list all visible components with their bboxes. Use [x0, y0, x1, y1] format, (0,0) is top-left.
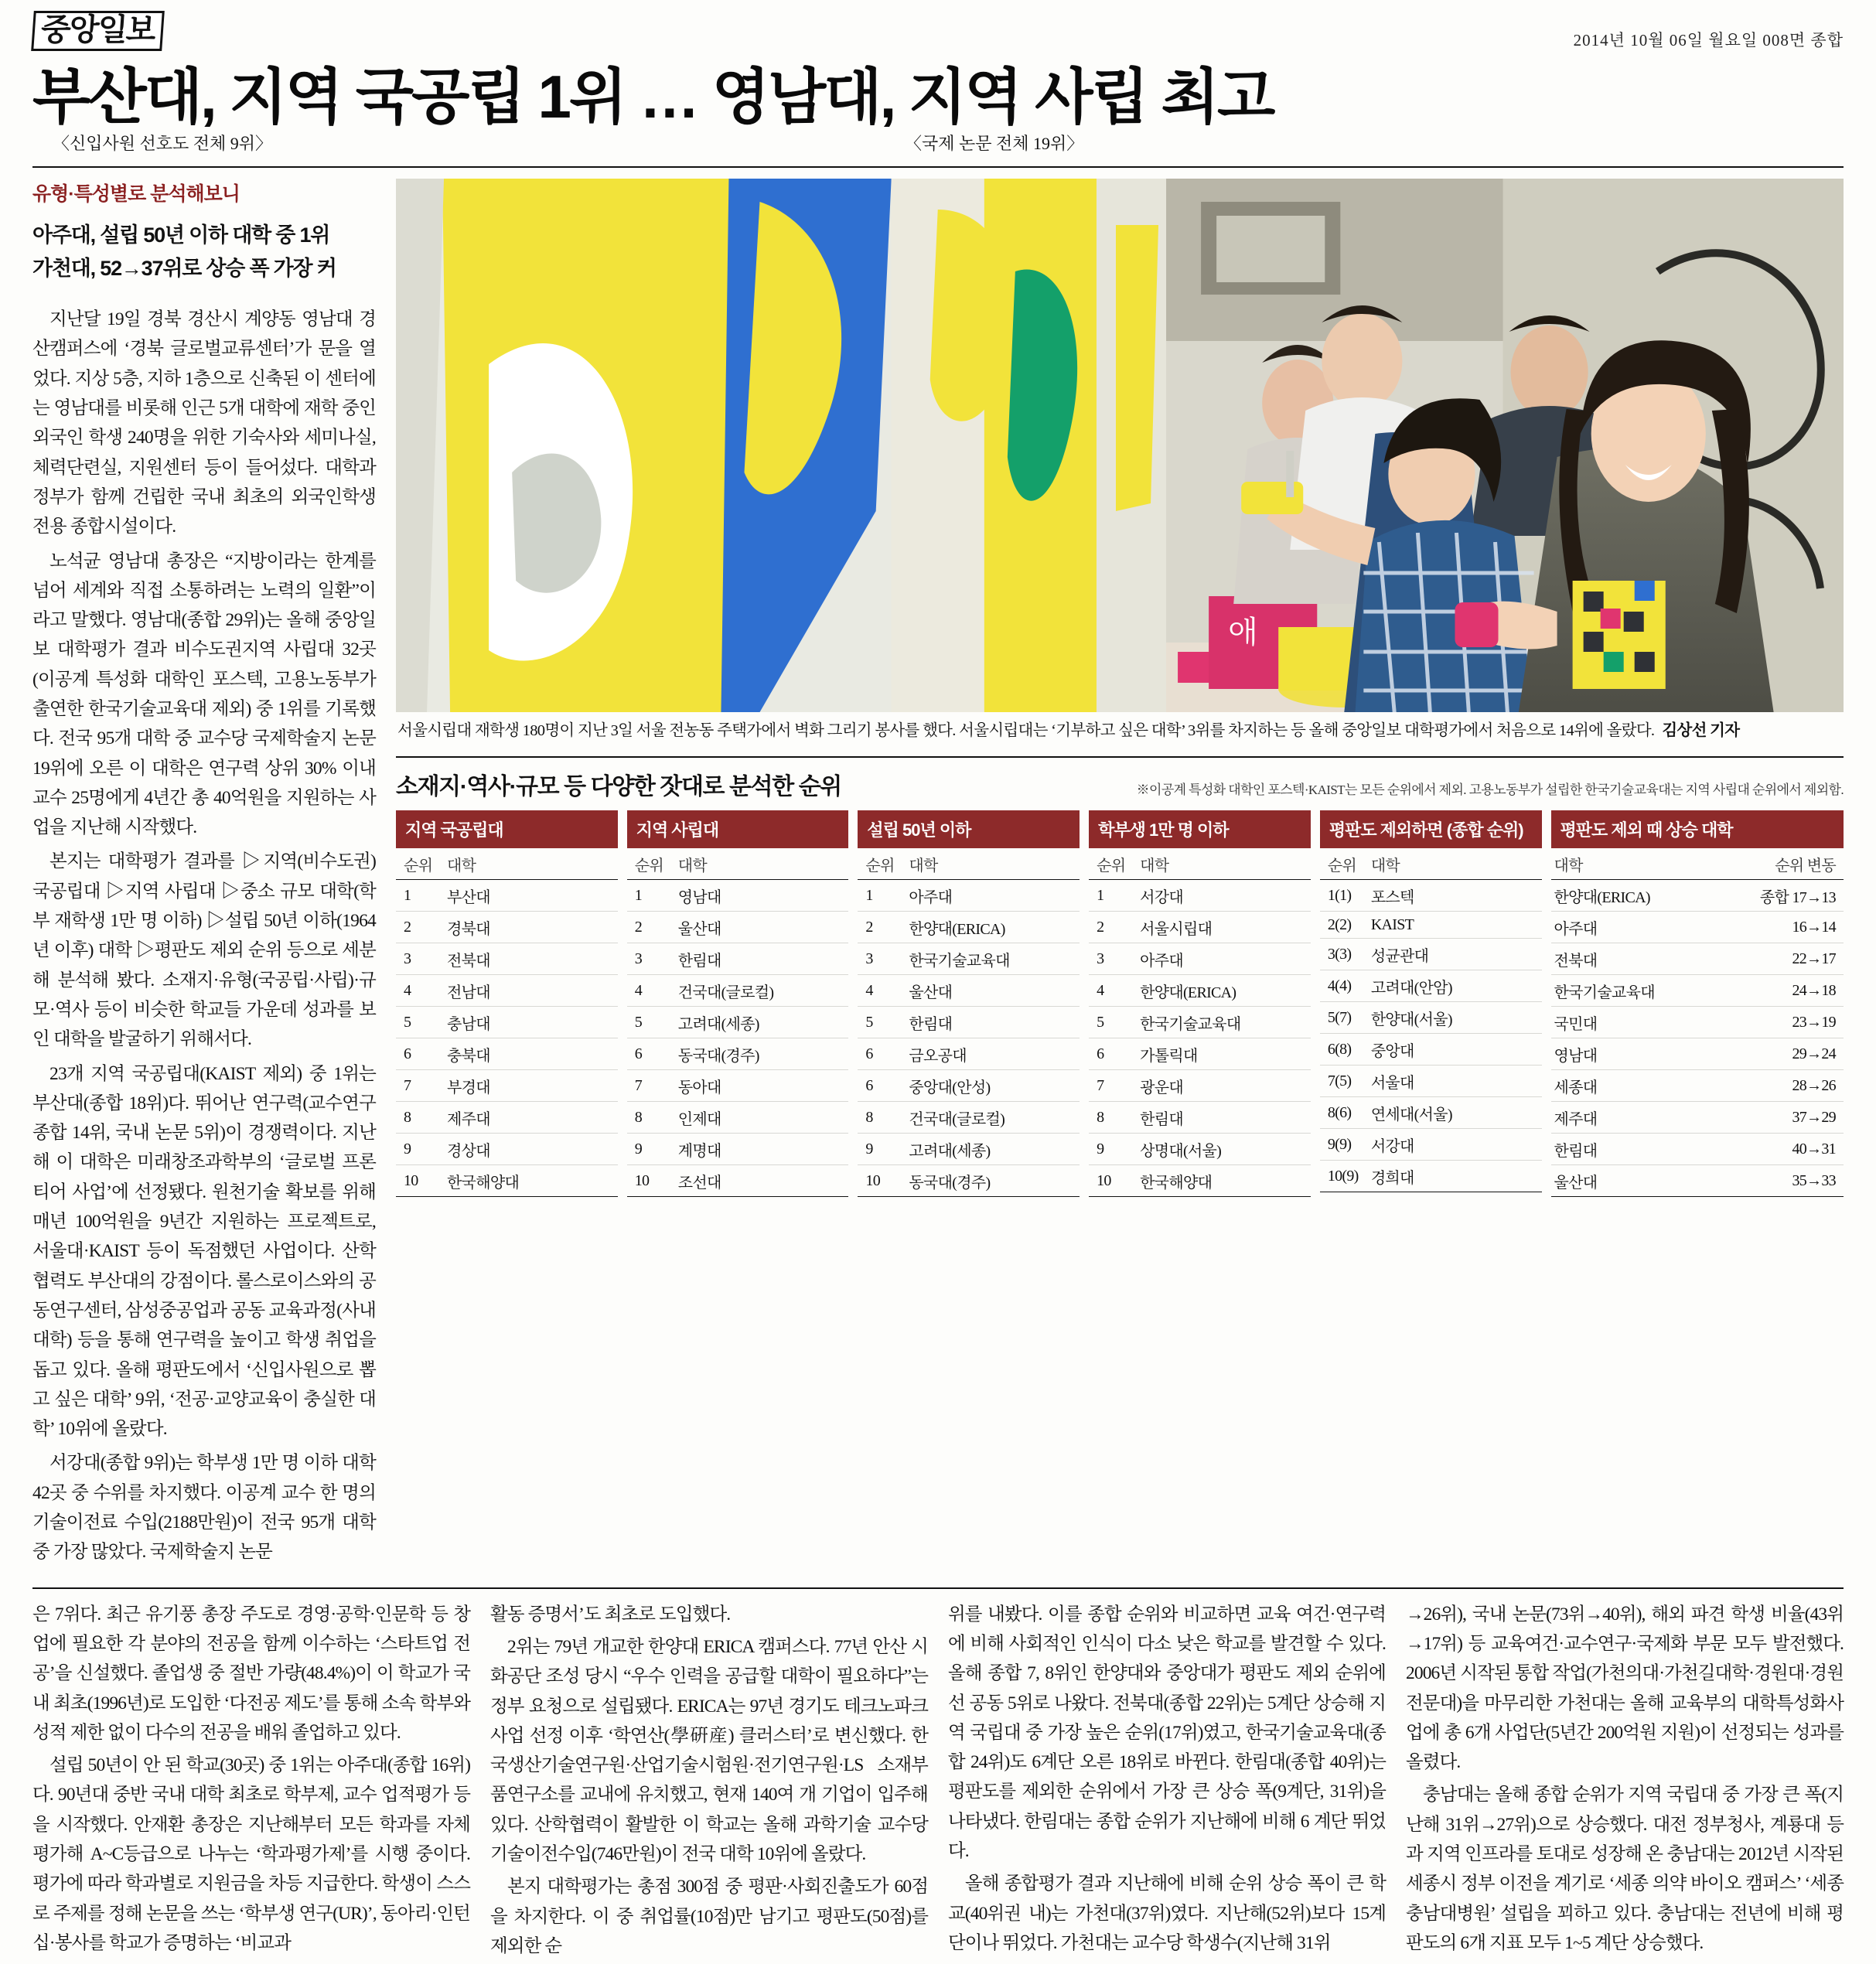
table-row	[627, 880, 849, 912]
cell-univ: 성균관대	[1368, 939, 1542, 970]
cell-univ: 부산대	[444, 880, 618, 912]
cell-univ: 한양대(ERICA)	[1551, 880, 1713, 912]
table-row	[1320, 939, 1542, 970]
cell-univ: 한국기술교육대	[906, 943, 1080, 975]
dateline: 2014년 10월 06일 월요일 008면 종합	[1573, 31, 1844, 49]
cell-univ: 제주대	[444, 1102, 618, 1134]
table-row	[627, 1038, 849, 1070]
table-header-label: 학부생 1만 명 이하	[1089, 810, 1311, 848]
headline-subtitles	[32, 131, 1844, 157]
table-row	[1320, 880, 1542, 912]
cell-univ: 한림대	[906, 1007, 1080, 1038]
table-row	[1551, 943, 1844, 975]
table-row	[396, 1007, 618, 1038]
body-paragraph: 충남대는 올해 종합 순위가 지역 국립대 중 가장 큰 폭(지난해 31위→27위)으로 상승했다. 대전 정부청사, 계룡대 등과 지역 인프라를 토대로 성장해 온 충남대는 2012년 시작된 세종시 정부 이전을 계기로 ‘세종 의약 바이오 캠퍼스’ ‘세종 충남대병원’ 설립을 꾀하고 있다. 충남대는 전년에 비해 평판도의 6개 지표 모두 1~5 계단 상승했다.	[1406, 1785, 1844, 1953]
cell-rank: 8	[396, 1102, 444, 1134]
column-header-univ: 대학	[444, 848, 618, 880]
table-excluding-reputation	[1320, 810, 1542, 1197]
cell-univ: 한림대	[675, 943, 849, 975]
cell-univ: 상명대(서울)	[1137, 1134, 1311, 1165]
cell-change: 종합 17→13	[1713, 880, 1844, 912]
table-row	[858, 1134, 1080, 1165]
cell-rank: 2	[627, 912, 675, 943]
column-header-univ: 대학	[1551, 848, 1713, 880]
caption-text: 서울시립대 재학생 180명이 지난 3일 서울 전농동 주택가에서 벽화 그리기 봉사를 했다. 서울시립대는 ‘기부하고 싶은 대학’ 3위를 차지하는 등 올해 중앙일보 대학평가에서 처음으로 14위에 올랐다.	[397, 721, 1655, 739]
cell-rank: 8(6)	[1320, 1097, 1368, 1129]
lead-paragraph: 본지는 대학평가 결과를 ▷지역(비수도권) 국공립대 ▷지역 사립대 ▷중소 규모 대학(학부 재학생 1만 명 이하) ▷설립 50년 이하(1964년 이후) 대학 ▷평판도 제외 순위 등으로 세분해 분석해 봤다. 소재지·유형(국공립·사립)·규모·역사 등이 비슷한 학교들 가운데 성과를 보인 대학을 발굴하기 위해서다.	[32, 851, 376, 1050]
photo-illustration	[396, 179, 1844, 712]
cell-univ: 한림대	[1551, 1134, 1713, 1165]
cell-rank: 10	[396, 1165, 444, 1197]
ranking-table	[396, 848, 618, 1197]
table-row	[1551, 1134, 1844, 1165]
table-risers-excluding-reputation	[1551, 810, 1844, 1197]
cell-change: 35→33	[1713, 1165, 1844, 1197]
column-header-rank: 순위	[396, 848, 444, 880]
cell-univ: 고려대(세종)	[906, 1134, 1080, 1165]
tables-header	[396, 756, 1844, 801]
table-row	[1320, 1097, 1542, 1129]
table-row	[1089, 1165, 1311, 1197]
cell-rank: 3	[1089, 943, 1137, 975]
table-row	[1551, 1102, 1844, 1134]
lead-column	[32, 179, 396, 1572]
table-row	[396, 1070, 618, 1102]
table-row	[858, 1070, 1080, 1102]
headline-sub-left: 〈신입사원 선호도 전체 9위〉	[53, 133, 273, 153]
table-row	[858, 1007, 1080, 1038]
cell-rank: 4	[1089, 975, 1137, 1007]
lead-paragraph: 23개 지역 국공립대(KAIST 제외) 중 1위는 부산대(종합 18위)다. 뛰어난 연구력(교수연구 종합 14위, 국내 논문 5위)이 경쟁력이다. 지난해 이 대학은 미래창조과학부의 ‘글로벌 프론티어 사업’에 선정됐다. 원천기술 확보를 위해 매년 100억원을 9년간 지원하는 프로젝트로, 서울대·KAIST 등이 독점했던 사업이다. 산학협력도 부산대의 강점이다. 롤스로이스와의 공동연구센터, 삼성중공업과 공동 교육과정(사내 대학) 등을 통해 연구력을 높이고 학생 취업을 돕고 있다. 올해 평판도에서 ‘신입사원으로 뽑고 싶은 대학’ 9위, ‘전공·교양교육이 충실한 대학’ 10위에 올랐다.	[32, 1063, 376, 1440]
cell-rank: 7	[396, 1070, 444, 1102]
table-row	[396, 1134, 618, 1165]
cell-univ: 중앙대	[1368, 1034, 1542, 1066]
body-paragraph: 활동 증명서’도 최초로 도입했다.	[490, 1604, 731, 1625]
cell-rank: 9	[627, 1134, 675, 1165]
table-row	[396, 943, 618, 975]
cell-rank: 2	[396, 912, 444, 943]
table-row	[1320, 1161, 1542, 1192]
cell-univ: 한양대(ERICA)	[1137, 975, 1311, 1007]
cell-rank: 4(4)	[1320, 970, 1368, 1002]
table-row	[1089, 943, 1311, 975]
column-header-rank: 순위	[858, 848, 906, 880]
table-row	[1089, 1070, 1311, 1102]
column-header-univ: 대학	[906, 848, 1080, 880]
table-regional-private	[627, 810, 849, 1197]
cell-rank: 7(5)	[1320, 1066, 1368, 1097]
cell-rank: 1	[396, 880, 444, 912]
cell-univ: 한국해양대	[444, 1165, 618, 1197]
table-header-label: 지역 국공립대	[396, 810, 618, 848]
cell-univ: 울산대	[675, 912, 849, 943]
cell-univ: 조선대	[675, 1165, 849, 1197]
table-under-50-years	[858, 810, 1080, 1197]
cell-univ: 전북대	[444, 943, 618, 975]
cell-univ: 가톨릭대	[1137, 1038, 1311, 1070]
cell-rank: 2	[858, 912, 906, 943]
photo-byline: 김상선 기자	[1662, 721, 1740, 739]
cell-change: 28→26	[1713, 1070, 1844, 1102]
table-row	[1320, 1034, 1542, 1066]
cell-univ: 울산대	[906, 975, 1080, 1007]
table-row	[1089, 1038, 1311, 1070]
newspaper-logo: 중앙일보	[31, 11, 164, 51]
table-row	[627, 975, 849, 1007]
cell-rank: 10(9)	[1320, 1161, 1368, 1192]
article-column-2	[490, 1600, 928, 1964]
cell-univ: 아주대	[906, 880, 1080, 912]
cell-rank: 3	[396, 943, 444, 975]
body-paragraph: →26위), 국내 논문(73위→40위), 해외 파견 학생 비율(43위→17위) 등 교육여건·교수연구·국제화 부문 모두 발전했다. 2006년 시작된 통합 작업(가천의대·가천길대학·경원대·경원전문대)을 마무리한 가천대는 올해 교육부의 대학특성화사업에 총 6개 사업단(5년간 200억원 지원)이 선정되는 성과를 올렸다.	[1406, 1604, 1844, 1773]
article-column-1	[32, 1600, 470, 1964]
table-row	[1320, 1129, 1542, 1161]
cell-rank: 2	[1089, 912, 1137, 943]
table-row	[1320, 1066, 1542, 1097]
cell-univ: 계명대	[675, 1134, 849, 1165]
headline-sub-right: 〈국제 논문 전체 19위〉	[905, 133, 1084, 153]
cell-rank: 1	[858, 880, 906, 912]
cell-univ: 서강대	[1137, 880, 1311, 912]
cell-change: 16→14	[1713, 912, 1844, 943]
table-row	[396, 1165, 618, 1197]
table-row	[1320, 970, 1542, 1002]
lead-paragraph: 노석균 영남대 총장은 “지방이라는 한계를 넘어 세계와 직접 소통하려는 노력의 일환”이라고 말했다. 영남대(종합 29위)는 올해 중앙일보 대학평가 결과 비수도권지역 사립대 32곳(이공계 특성화 대학인 포스텍, 고용노동부가 출연한 한국기술교육대 제외) 중 1위를 기록했다. 전국 95개 대학 중 교수당 국제학술지 논문 19위에 오른 이 대학은 연구력 상위 30% 이내 교수 25명에게 4년간 총 40억원을 지원하는 사업을 지난해 시작했다.	[32, 551, 376, 838]
table-header-label: 평판도 제외하면 (종합 순위)	[1320, 810, 1542, 848]
column-header-univ: 대학	[1368, 848, 1542, 880]
page-title: 부산대, 지역 국공립 1위 … 영남대, 지역 사립 최고	[32, 63, 1274, 131]
table-row	[1551, 1007, 1844, 1038]
cell-rank: 6	[858, 1038, 906, 1070]
cell-univ: 아주대	[1137, 943, 1311, 975]
article-body	[32, 1587, 1844, 1964]
deck	[32, 219, 376, 286]
cell-univ: 포스텍	[1368, 880, 1542, 912]
table-row	[1551, 912, 1844, 943]
cell-rank: 5	[1089, 1007, 1137, 1038]
ranking-table	[1320, 848, 1542, 1192]
cell-rank: 3	[627, 943, 675, 975]
cell-rank: 4	[627, 975, 675, 1007]
lead-paragraph: 서강대(종합 9위)는 학부생 1만 명 이하 대학 42곳 중 수위를 차지했다. 이공계 교수 한 명의 기술이전료 수입(2188만원)이 전국 95개 대학 중 가장 많았다. 국제학술지 논문	[32, 1453, 376, 1563]
cell-rank: 10	[858, 1165, 906, 1197]
cell-univ: 동아대	[675, 1070, 849, 1102]
cell-univ: 건국대(글로컬)	[906, 1102, 1080, 1134]
table-row	[627, 1070, 849, 1102]
table-row	[1089, 912, 1311, 943]
cell-univ: 서강대	[1368, 1129, 1542, 1161]
table-row	[1089, 1007, 1311, 1038]
body-paragraph: 위를 내봤다. 이를 종합 순위와 비교하면 교육 여건·연구력에 비해 사회적인 인식이 다소 낮은 학교를 발견할 수 있다. 올해 종합 7, 8위인 한양대와 중앙대가 평판도 제외 순위에선 공동 5위로 나왔다. 전북대(종합 22위)는 5계단 상승해 지역 국립대 중 가장 높은 순위(17위)였고, 한국기술교육대(종합 24위)도 6계단 오른 18위로 바뀐다. 한림대(종합 40위)는 평판도를 제외한 순위에서 가장 큰 상승 폭(9계단, 31위)을 나타냈다. 한림대는 종합 순위가 지난해에 비해 6 계단 뛰었다.	[948, 1604, 1386, 1861]
table-row	[627, 1165, 849, 1197]
cell-change: 22→17	[1713, 943, 1844, 975]
cell-rank: 2(2)	[1320, 912, 1368, 939]
cell-univ: 부경대	[444, 1070, 618, 1102]
cell-rank: 3	[858, 943, 906, 975]
table-header-label: 설립 50년 이하	[858, 810, 1080, 848]
cell-univ: 전남대	[444, 975, 618, 1007]
table-row	[1089, 1134, 1311, 1165]
cell-univ: 서울시립대	[1137, 912, 1311, 943]
table-regional-public	[396, 810, 618, 1197]
cell-rank: 3(3)	[1320, 939, 1368, 970]
cell-rank: 7	[1089, 1070, 1137, 1102]
table-row	[1551, 1070, 1844, 1102]
table-row	[1089, 880, 1311, 912]
svg-text:애: 애	[1228, 615, 1258, 650]
article-column-3	[948, 1600, 1386, 1964]
cell-univ: 경희대	[1368, 1161, 1542, 1192]
table-row	[396, 975, 618, 1007]
ranking-tables	[396, 810, 1844, 1197]
lead-body	[32, 305, 376, 1567]
body-paragraph: 본지 대학평가는 총점 300점 중 평판·사회진출도가 60점을 차지한다. 이 중 취업률(10점)만 남기고 평판도(50점)를 제외한 순	[490, 1877, 928, 1956]
cell-rank: 7	[627, 1070, 675, 1102]
body-paragraph: 설립 50년이 안 된 학교(30곳) 중 1위는 아주대(종합 16위)다. 90년대 중반 국내 대학 최초로 학부제, 교수 업적평가 등을 시작했다. 안재환 총장은 지난해부터 모든 학과를 자체 평가해 A~C등급으로 나누는 ‘학과평가제’를 시행 중이다. 평가에 따라 학과별로 지원금을 차등 지급한다. 학생이 스스로 주제를 정해 논문을 쓰는 ‘학부생 연구(UR)’, 동아리·인턴십·봉사를 학교가 증명하는 ‘비교과	[32, 1755, 470, 1953]
table-row	[858, 1165, 1080, 1197]
cell-univ: 국민대	[1551, 1007, 1713, 1038]
table-row	[1320, 912, 1542, 939]
ranking-table	[627, 848, 849, 1197]
cell-rank: 1	[627, 880, 675, 912]
cell-rank: 6	[627, 1038, 675, 1070]
table-row	[1551, 1038, 1844, 1070]
table-row	[396, 1038, 618, 1070]
cell-univ: 경상대	[444, 1134, 618, 1165]
cell-univ: 경북대	[444, 912, 618, 943]
table-row	[1320, 1002, 1542, 1034]
cell-univ: 한림대	[1137, 1102, 1311, 1134]
table-row	[396, 1102, 618, 1134]
table-row	[627, 943, 849, 975]
ranking-table	[858, 848, 1080, 1197]
cell-univ: 충남대	[444, 1007, 618, 1038]
table-row	[627, 912, 849, 943]
cell-rank: 1(1)	[1320, 880, 1368, 912]
cell-rank: 9	[1089, 1134, 1137, 1165]
table-row	[858, 880, 1080, 912]
kicker: 유형·특성별로 분석해보니	[32, 182, 240, 205]
cell-univ: 광운대	[1137, 1070, 1311, 1102]
table-row	[1551, 1165, 1844, 1197]
cell-univ: 한국기술교육대	[1551, 975, 1713, 1007]
article-column-4	[1406, 1600, 1844, 1964]
cell-rank: 5	[858, 1007, 906, 1038]
lead-paragraph: 지난달 19일 경북 경산시 계양동 영남대 경산캠퍼스에 ‘경북 글로벌교류센터’가 문을 열었다. 지상 5층, 지하 1층으로 신축된 이 센터에는 영남대를 비롯해 인근 5개 대학에 재학 중인 외국인 학생 240명을 위한 기숙사와 세미나실, 체력단련실, 지원센터 등이 들어섰다. 대학과 정부가 함께 건립한 국내 최초의 외국인학생 전용 종합시설이다.	[32, 309, 376, 537]
cell-univ: 제주대	[1551, 1102, 1713, 1134]
cell-rank: 5(7)	[1320, 1002, 1368, 1034]
cell-univ: 서울대	[1368, 1066, 1542, 1097]
cell-rank: 6	[396, 1038, 444, 1070]
tables-title: 소재지·역사·규모 등 다양한 잣대로 분석한 순위	[396, 774, 841, 800]
cell-rank: 9	[858, 1134, 906, 1165]
column-header-change: 순위 변동	[1713, 848, 1844, 880]
cell-rank: 9	[396, 1134, 444, 1165]
cell-rank: 5	[396, 1007, 444, 1038]
cell-univ: 한국해양대	[1137, 1165, 1311, 1197]
cell-univ: 고려대(세종)	[675, 1007, 849, 1038]
cell-rank: 5	[627, 1007, 675, 1038]
cell-univ: KAIST	[1368, 912, 1542, 939]
cell-rank: 6	[1089, 1038, 1137, 1070]
table-row	[1089, 975, 1311, 1007]
cell-change: 40→31	[1713, 1134, 1844, 1165]
table-row	[627, 1007, 849, 1038]
column-header-univ: 대학	[1137, 848, 1311, 880]
cell-change: 29→24	[1713, 1038, 1844, 1070]
news-photo	[396, 179, 1844, 712]
deck-line-2: 가천대, 52→37위로 상승 폭 가장 커	[32, 257, 336, 281]
tables-note: ※이공계 특성화 대학인 포스텍·KAIST는 모든 순위에서 제외. 고용노동부가 설립한 한국기술교육대는 지역 사립대 순위에서 제외함.	[1136, 783, 1844, 798]
table-under-10000-students	[1089, 810, 1311, 1197]
table-header-label: 평판도 제외 때 상승 대학	[1551, 810, 1844, 848]
ranking-table	[1089, 848, 1311, 1197]
cell-univ: 인제대	[675, 1102, 849, 1134]
table-row	[627, 1102, 849, 1134]
body-paragraph: 2위는 79년 개교한 한양대 ERICA 캠퍼스다. 77년 안산 시화공단 조성 당시 “우수 인력을 공급할 대학이 필요하다”는 정부 요청으로 설립됐다. ERICA는 97년 경기도 테크노파크 사업 선정 이후 ‘학연산(學硏産) 클러스터’로 변신했다. 한국생산기술연구원·산업기술시험원·전기연구원·LS 소재부품연구소를 교내에 유치했고, 현재 140여 개 기업이 입주해 있다. 산학협력이 활발한 이 학교는 올해 과학기술 교수당 기술이전수입(746만원)이 전국 대학 10위에 올랐다.	[490, 1636, 928, 1864]
cell-univ: 금오공대	[906, 1038, 1080, 1070]
cell-univ: 건국대(글로컬)	[675, 975, 849, 1007]
cell-univ: 고려대(안암)	[1368, 970, 1542, 1002]
divider-rule	[32, 166, 1844, 168]
right-column	[396, 179, 1844, 1572]
masthead	[32, 11, 1844, 51]
cell-rank: 8	[858, 1102, 906, 1134]
cell-univ: 한양대(서울)	[1368, 1002, 1542, 1034]
body-paragraph: 올해 종합평가 결과 지난해에 비해 순위 상승 폭이 큰 학교(40위권 내)는 가천대(37위)였다. 지난해(52위)보다 15계단이나 뛰었다. 가천대는 교수당 학생수(지난해 31위	[948, 1874, 1386, 1953]
cell-rank: 6	[858, 1070, 906, 1102]
column-header-rank: 순위	[1320, 848, 1368, 880]
column-header-rank: 순위	[627, 848, 675, 880]
cell-univ: 동국대(경주)	[675, 1038, 849, 1070]
cell-univ: 영남대	[675, 880, 849, 912]
cell-univ: 동국대(경주)	[906, 1165, 1080, 1197]
cell-rank: 8	[1089, 1102, 1137, 1134]
table-row	[858, 1038, 1080, 1070]
upper-section	[32, 179, 1844, 1572]
cell-rank: 10	[1089, 1165, 1137, 1197]
table-header-label: 지역 사립대	[627, 810, 849, 848]
cell-univ: 울산대	[1551, 1165, 1713, 1197]
cell-rank: 6(8)	[1320, 1034, 1368, 1066]
cell-rank: 10	[627, 1165, 675, 1197]
cell-univ: 한국기술교육대	[1137, 1007, 1311, 1038]
cell-rank: 8	[627, 1102, 675, 1134]
column-header-rank: 순위	[1089, 848, 1137, 880]
cell-change: 37→29	[1713, 1102, 1844, 1134]
table-row	[858, 912, 1080, 943]
cell-univ: 한양대(ERICA)	[906, 912, 1080, 943]
table-row	[858, 1102, 1080, 1134]
table-row	[858, 975, 1080, 1007]
table-row	[627, 1134, 849, 1165]
cell-univ: 영남대	[1551, 1038, 1713, 1070]
cell-univ: 연세대(서울)	[1368, 1097, 1542, 1129]
cell-univ: 중앙대(안성)	[906, 1070, 1080, 1102]
cell-rank: 4	[858, 975, 906, 1007]
cell-change: 24→18	[1713, 975, 1844, 1007]
table-row	[858, 943, 1080, 975]
cell-rank: 4	[396, 975, 444, 1007]
table-row	[1551, 975, 1844, 1007]
cell-univ: 아주대	[1551, 912, 1713, 943]
cell-change: 23→19	[1713, 1007, 1844, 1038]
column-header-univ: 대학	[675, 848, 849, 880]
table-row	[396, 912, 618, 943]
cell-univ: 세종대	[1551, 1070, 1713, 1102]
cell-rank: 1	[1089, 880, 1137, 912]
body-paragraph: 은 7위다. 최근 유기풍 총장 주도로 경영·공학·인문학 등 창업에 필요한 각 분야의 전공을 함께 이수하는 ‘스타트업 전공’을 신설했다. 졸업생 중 절반 가량(48.4%)이 이 학교가 국내 최초(1996년)로 도입한 ‘다전공 제도’를 통해 소속 학부와 성적 제한 없이 다수의 전공을 배워 졸업하고 있다.	[32, 1604, 470, 1743]
table-row	[1089, 1102, 1311, 1134]
cell-univ: 전북대	[1551, 943, 1713, 975]
cell-univ: 충북대	[444, 1038, 618, 1070]
ranking-table	[1551, 848, 1844, 1197]
deck-line-1: 아주대, 설립 50년 이하 대학 중 1위	[32, 223, 330, 247]
table-row	[1551, 880, 1844, 912]
table-row	[396, 880, 618, 912]
cell-rank: 9(9)	[1320, 1129, 1368, 1161]
photo-caption	[396, 712, 1844, 743]
headline-block	[32, 65, 1844, 157]
